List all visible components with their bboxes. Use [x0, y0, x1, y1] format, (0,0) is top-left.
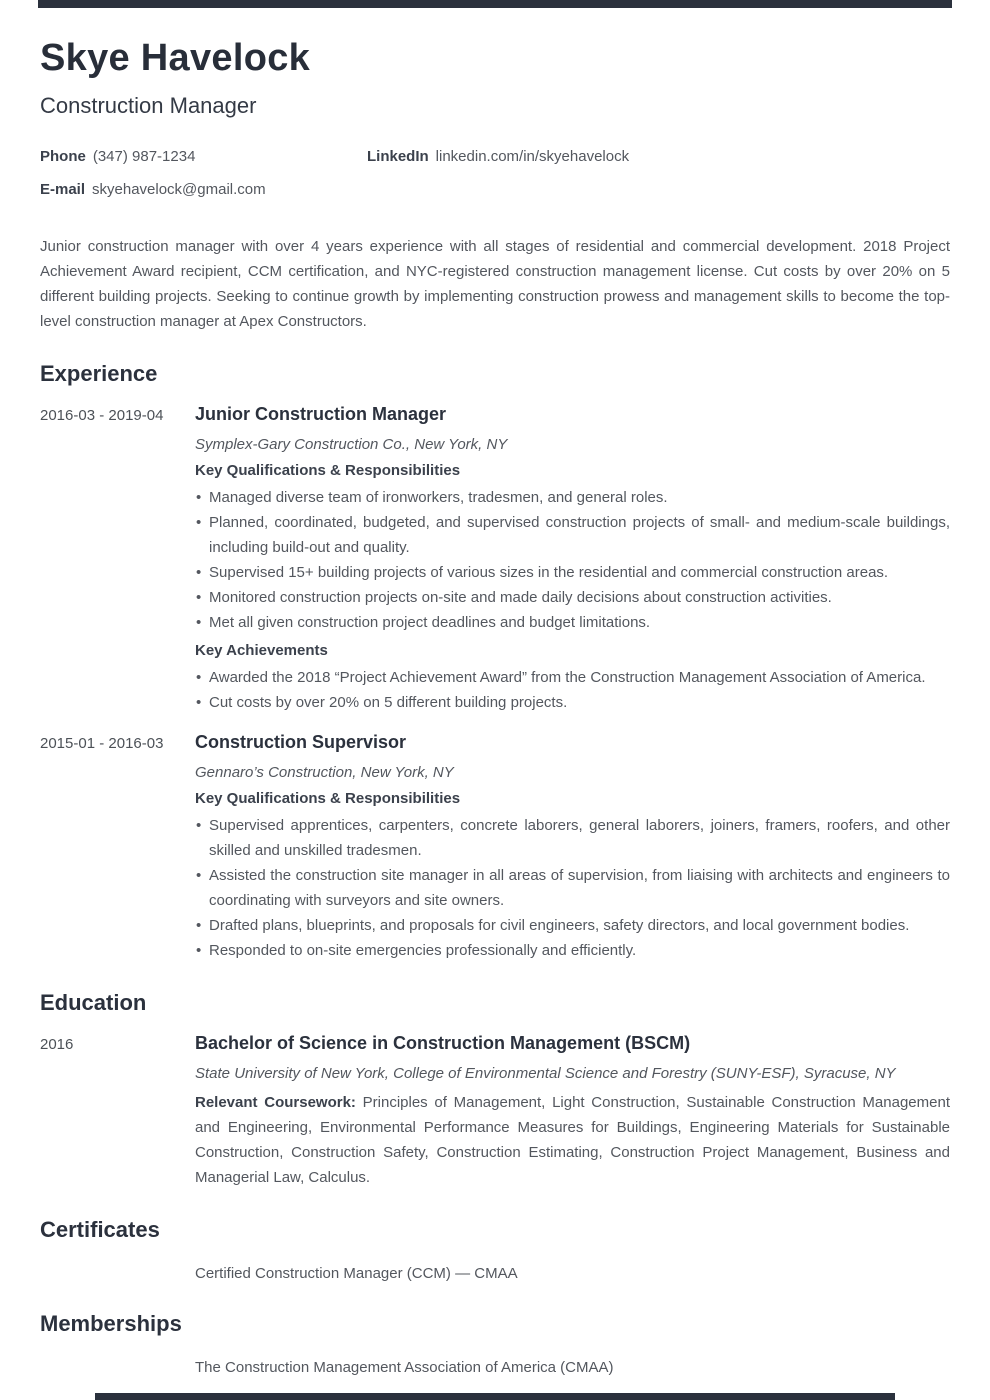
list-item: • Responded to on-site emergencies professionally and efficiently.	[195, 938, 950, 963]
qualifications-subheading: Key Qualifications & Responsibilities	[195, 462, 461, 479]
memberships-heading: Memberships	[40, 1311, 182, 1336]
contact-phone	[40, 149, 367, 165]
entry-dates: 2016-03 - 2019-04	[40, 407, 164, 424]
bottom-accent-bar	[95, 1393, 895, 1400]
person-job-title: Construction Manager	[40, 93, 257, 118]
company-name: Symplex-Gary Construction Co., New York, NY	[195, 436, 508, 453]
linkedin-label: LinkedIn	[367, 148, 429, 165]
entry-body	[195, 1032, 950, 1190]
education-section	[40, 990, 950, 1190]
qualifications-list	[195, 485, 950, 635]
coursework-text: Principles of Management, Light Construction, Sustainable Construction Management and Engineering, Environmental Performance Measures for Buildings, Engineering Materials for Sustainable Construction, Construction Safety, Construction Estimating, Construction Project Management, Business and Managerial Law, Calculus.	[195, 1094, 950, 1186]
list-item: • Cut costs by over 20% on 5 different building projects.	[195, 690, 950, 715]
coursework-label: Relevant Coursework:	[195, 1094, 356, 1111]
certificate-item: Certified Construction Manager (CCM) — CMAA	[195, 1265, 518, 1282]
entry-body	[195, 1353, 950, 1378]
certificate-entry	[40, 1259, 950, 1284]
relevant-coursework	[195, 1090, 950, 1190]
entry-dates: 2015-01 - 2016-03	[40, 735, 164, 752]
experience-heading: Experience	[40, 361, 158, 386]
certificates-section	[40, 1217, 950, 1284]
memberships-section	[40, 1311, 950, 1378]
contact-row	[40, 182, 950, 198]
entry-body	[195, 731, 950, 963]
experience-section	[40, 361, 950, 963]
entry-dates-empty	[40, 1353, 195, 1378]
list-item: • Awarded the 2018 “Project Achievement Award” from the Construction Management Association of America.	[195, 665, 950, 690]
professional-summary: Junior construction manager with over 4 years experience with all stages of residential and commercial development. 2018 Project Achievement Award recipient, CCM certification, and NYC-registered construction management license. Cut costs by over 20% on 5 different building projects. Seeking to continue growth by implementing construction prowess and management skills to become the top-level construction manager at Apex Constructors.	[40, 238, 950, 330]
contact-email	[40, 182, 367, 198]
qualifications-subheading: Key Qualifications & Responsibilities	[195, 790, 461, 807]
list-item: • Met all given construction project deadlines and budget limitations.	[195, 610, 950, 635]
degree-title: Bachelor of Science in Construction Management (BSCM)	[195, 1033, 691, 1053]
entry-dates-empty	[40, 1259, 195, 1284]
job-title: Construction Supervisor	[195, 732, 407, 752]
list-item: • Assisted the construction site manager in all areas of supervision, from liaising with architects and engineers to coordinating with surveyors and site owners.	[195, 863, 950, 913]
contact-linkedin	[367, 149, 629, 165]
email-value: skyehavelock@gmail.com	[92, 181, 266, 198]
entry-dates: 2016	[40, 1036, 74, 1053]
education-heading: Education	[40, 990, 147, 1015]
entry-body	[195, 403, 950, 715]
education-entry	[40, 1032, 950, 1190]
list-item: • Planned, coordinated, budgeted, and supervised construction projects of small- and medium-scale buildings, including build-out and quality.	[195, 510, 950, 560]
list-item: • Supervised 15+ building projects of various sizes in the residential and commercial construction areas.	[195, 560, 950, 585]
top-accent-bar	[38, 0, 952, 8]
entry-body	[195, 1259, 950, 1284]
membership-entry	[40, 1353, 950, 1378]
job-title: Junior Construction Manager	[195, 404, 447, 424]
linkedin-value: linkedin.com/in/skyehavelock	[435, 148, 630, 165]
list-item: • Supervised apprentices, carpenters, concrete laborers, general laborers, joiners, framers, roofers, and other skilled and unskilled tradesmen.	[195, 813, 950, 863]
membership-item: The Construction Management Association of America (CMAA)	[195, 1359, 614, 1376]
experience-entry	[40, 403, 950, 715]
resume-header	[40, 0, 950, 198]
company-name: Gennaro’s Construction, New York, NY	[195, 764, 454, 781]
contact-info	[40, 149, 950, 198]
qualifications-list	[195, 813, 950, 963]
list-item: • Drafted plans, blueprints, and proposals for civil engineers, safety directors, and local government bodies.	[195, 913, 950, 938]
person-name: Skye Havelock	[40, 37, 311, 79]
achievements-list	[195, 665, 950, 715]
list-item: • Managed diverse team of ironworkers, tradesmen, and general roles.	[195, 485, 950, 510]
achievements-subheading: Key Achievements	[195, 642, 328, 659]
experience-entry	[40, 731, 950, 963]
certificates-heading: Certificates	[40, 1217, 160, 1242]
phone-label: Phone	[40, 148, 86, 165]
contact-row	[40, 149, 950, 165]
school-name: State University of New York, College of Environmental Science and Forestry (SUNY-ESF), Syracuse, NY	[195, 1065, 896, 1082]
phone-value: (347) 987-1234	[92, 148, 196, 165]
list-item: • Monitored construction projects on-site and made daily decisions about construction activities.	[195, 585, 950, 610]
email-label: E-mail	[40, 181, 86, 198]
